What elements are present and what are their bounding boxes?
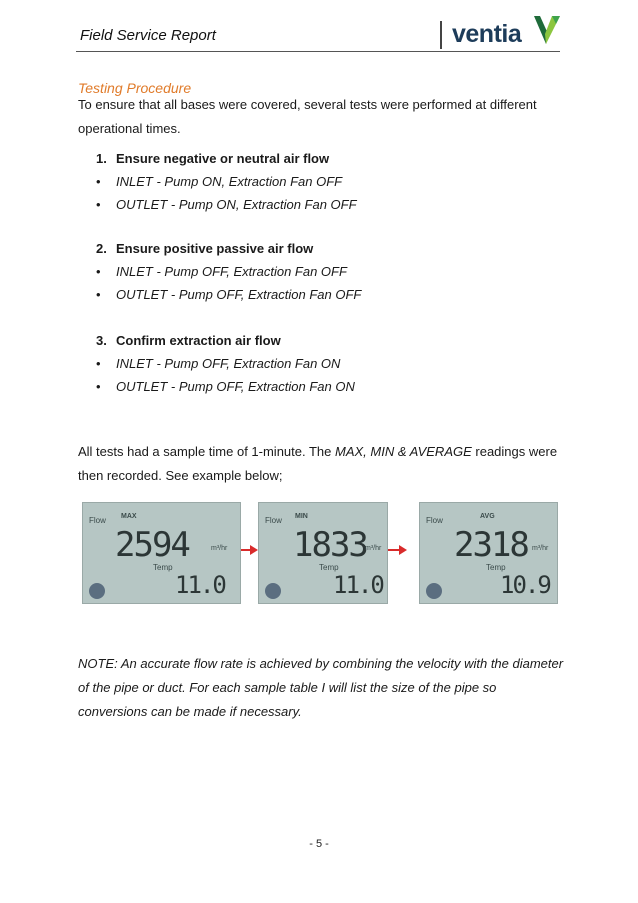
logo-wordmark: ventia: [452, 20, 522, 48]
step-2-bullet-1: [96, 264, 347, 279]
meter-flow-value: 1833: [293, 525, 367, 565]
step-1-bullet-1: [96, 174, 342, 189]
intro-line-2: operational times.: [78, 121, 181, 136]
step-1-title: [96, 151, 329, 166]
intro-line-1: To ensure that all bases were covered, several tests were performed at different: [78, 97, 537, 112]
summary-emphasis: MAX, MIN & AVERAGE: [335, 444, 472, 459]
meter-temp-label: Temp: [319, 563, 339, 572]
bullet-icon: •: [96, 356, 101, 371]
meter-indicator-icon: [426, 583, 442, 599]
meter-unit: m³/hr: [211, 545, 228, 552]
meter-mode-label: MIN: [295, 513, 308, 520]
step-2-bullet-2: [96, 287, 361, 302]
meter-flow-label: Flow: [426, 516, 443, 525]
meter-reading-avg: [419, 502, 558, 604]
step-3-bullet-2: [96, 379, 355, 394]
bullet-icon: •: [96, 287, 101, 302]
step-title-text: Confirm extraction air flow: [116, 333, 281, 348]
header-divider: [440, 21, 442, 49]
header-rule: [76, 51, 560, 52]
meter-reading-max: [82, 502, 241, 604]
meter-temp-value: 10.9: [500, 571, 550, 599]
meter-indicator-icon: [89, 583, 105, 599]
report-title: Field Service Report: [80, 27, 216, 44]
section-heading: Testing Procedure: [78, 80, 192, 96]
meter-temp-label: Temp: [486, 563, 506, 572]
meter-flow-label: Flow: [265, 516, 282, 525]
bullet-icon: •: [96, 264, 101, 279]
arrow-right-icon: [399, 545, 407, 555]
arrow-right-icon: [250, 545, 258, 555]
note-paragraph: [78, 652, 568, 724]
step-3-bullet-1: [96, 356, 340, 371]
summary-paragraph: [78, 440, 558, 488]
page-number: - 5 -: [309, 838, 329, 850]
ventia-v-icon: [532, 14, 562, 46]
meter-temp-label: Temp: [153, 563, 173, 572]
meter-reading-min: [258, 502, 388, 604]
meter-unit: m³/hr: [365, 545, 382, 552]
bullet-text: OUTLET - Pump OFF, Extraction Fan ON: [116, 379, 355, 394]
bullet-icon: •: [96, 379, 101, 394]
summary-line-1: [78, 440, 558, 464]
bullet-text: OUTLET - Pump ON, Extraction Fan OFF: [116, 197, 357, 212]
note-line-2: of the pipe or duct. For each sample table I will list the size of the pipe so: [78, 680, 497, 695]
step-title-text: Ensure negative or neutral air flow: [116, 151, 330, 166]
summary-line-2: then recorded. See example below;: [78, 468, 283, 483]
step-3-title: [96, 333, 281, 348]
bullet-text: INLET - Pump OFF, Extraction Fan ON: [116, 356, 341, 371]
summary-text-end: readings were: [471, 444, 558, 459]
meter-mode-label: MAX: [121, 513, 137, 520]
step-number: 3.: [96, 333, 107, 348]
step-1-bullet-2: [96, 197, 357, 212]
step-number: 2.: [96, 241, 107, 256]
summary-text-start: All tests had a sample time of 1-minute. The: [78, 444, 335, 459]
meter-temp-value: 11.0: [175, 571, 225, 599]
meter-unit: m³/hr: [532, 545, 549, 552]
meter-mode-label: AVG: [480, 513, 495, 520]
step-title-text: Ensure positive passive air flow: [116, 241, 314, 256]
meter-indicator-icon: [265, 583, 281, 599]
intro-paragraph: [78, 93, 558, 141]
meter-temp-value: 11.0: [333, 571, 383, 599]
note-line-3: conversions can be made if necessary.: [78, 704, 302, 719]
bullet-text: INLET - Pump OFF, Extraction Fan OFF: [116, 264, 347, 279]
bullet-icon: •: [96, 197, 101, 212]
bullet-icon: •: [96, 174, 101, 189]
step-2-title: [96, 241, 313, 256]
meter-flow-value: 2594: [115, 525, 189, 565]
meter-flow-label: Flow: [89, 516, 106, 525]
bullet-text: OUTLET - Pump OFF, Extraction Fan OFF: [116, 287, 362, 302]
meter-flow-value: 2318: [454, 525, 528, 565]
ventia-logo: [452, 14, 562, 50]
bullet-text: INLET - Pump ON, Extraction Fan OFF: [116, 174, 343, 189]
note-line-1: NOTE: An accurate flow rate is achieved by combining the velocity with the diameter: [78, 656, 564, 671]
step-number: 1.: [96, 151, 107, 166]
